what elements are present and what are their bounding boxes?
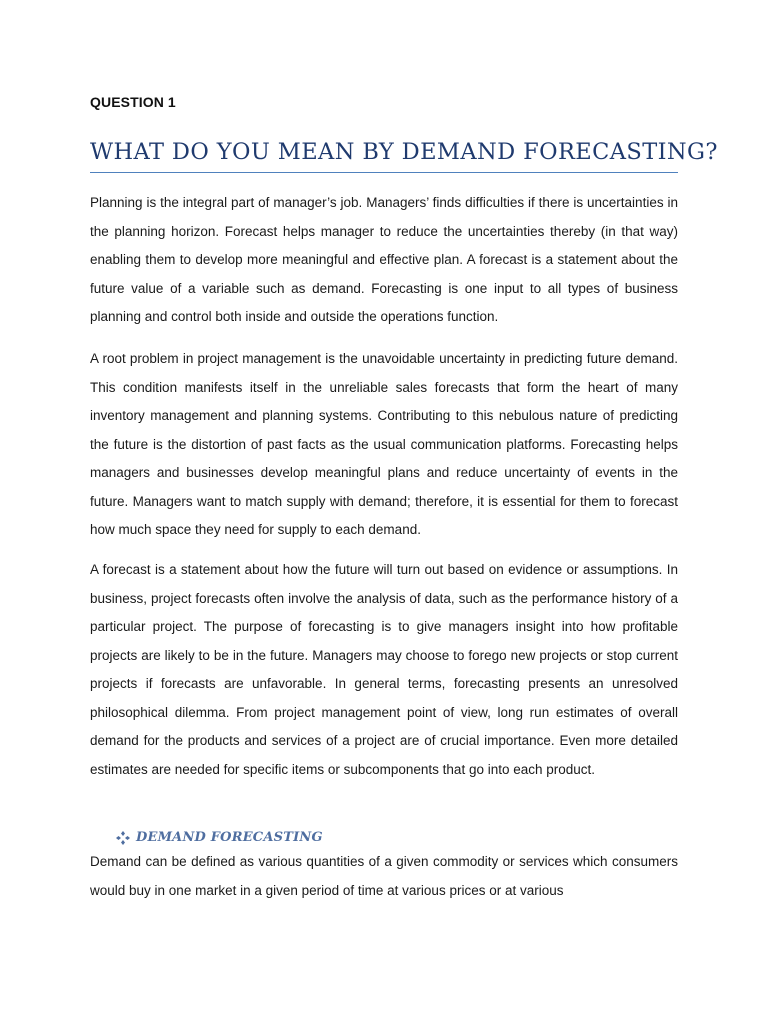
page-title: WHAT DO YOU MEAN BY DEMAND FORECASTING? xyxy=(90,139,678,173)
section-heading-demand-forecasting xyxy=(116,830,323,845)
paragraph-planning: Planning is the integral part of manager’s job. Managers’ finds difficulties if there is uncertainties in the planning horizon. Forecast helps manager to reduce the uncertainties thereby (in that way) enabling them to develop more meaningful and effective plan. A forecast is a statement about the future value of a variable such as demand. Forecasting is one input to all types of business planning and control both inside and outside the operations function. xyxy=(90,195,678,324)
diamond-bullet-icon xyxy=(116,831,130,845)
paragraph-demand-definition: Demand can be defined as various quantities of a given commodity or services which consumers would buy in one market in a given period of time at various prices or at various xyxy=(90,854,678,898)
paragraph-root-problem: A root problem in project management is the unavoidable uncertainty in predicting future demand. This condition manifests itself in the unreliable sales forecasts that form the heart of many inventory management and planning systems. Contributing to this nebulous nature of predicting the future is the distortion of past facts as the usual communication platforms. Forecasting helps managers and businesses develop meaningful plans and reduce uncertainty of events in the future. Managers want to match supply with demand; therefore, it is essential for them to forecast how much space they need for supply to each demand. xyxy=(90,351,678,537)
question-label: QUESTION 1 xyxy=(90,94,176,110)
paragraph-forecast-statement: A forecast is a statement about how the future will turn out based on evidence or assumptions. In business, project forecasts often involve the analysis of data, such as the performance history of a particular project. The purpose of forecasting is to give managers insight into how profitable projects are likely to be in the future. Managers may choose to forego new projects or stop current projects if forecasts are unfavorable. In general terms, forecasting presents an unresolved philosophical dilemma. From project management point of view, long run estimates of overall demand for the products and services of a project are of crucial importance. Even more detailed estimates are needed for specific items or subcomponents that go into each product. xyxy=(90,562,678,777)
section-title: DEMAND FORECASTING xyxy=(136,830,323,845)
